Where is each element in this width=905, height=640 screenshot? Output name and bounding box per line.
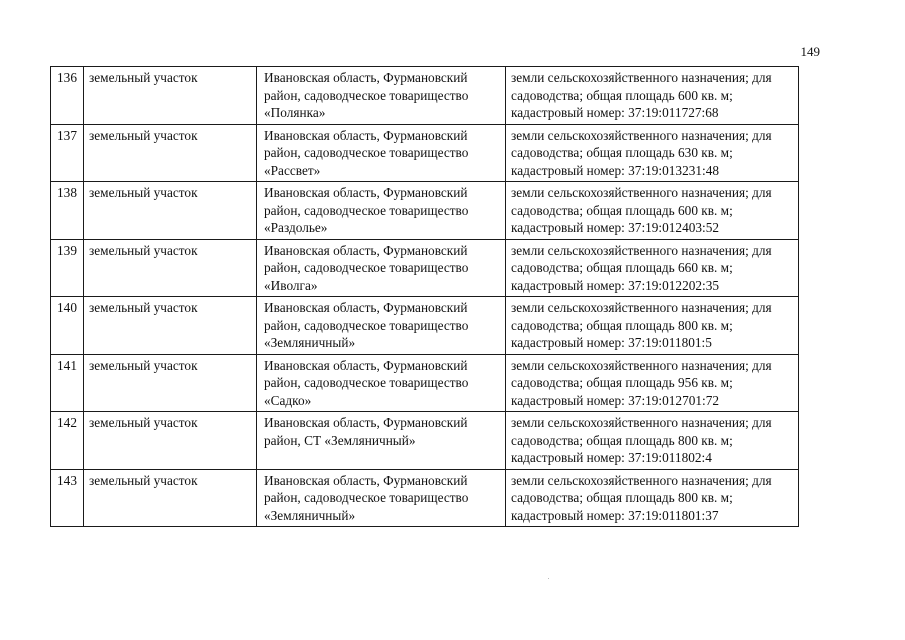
row-number: 139: [51, 239, 84, 297]
property-type: земельный участок: [84, 412, 257, 470]
property-description: земли сельскохозяйственного назначения; для садоводства; общая площадь 630 кв. м; кадастровый номер: 37:19:013231:48: [506, 124, 799, 182]
property-description: земли сельскохозяйственного назначения; для садоводства; общая площадь 660 кв. м; кадастровый номер: 37:19:012202:35: [506, 239, 799, 297]
row-number: 143: [51, 469, 84, 527]
table-row: [51, 67, 799, 125]
table-row: [51, 469, 799, 527]
property-description: земли сельскохозяйственного назначения; для садоводства; общая площадь 800 кв. м; кадастровый номер: 37:19:011801:5: [506, 297, 799, 355]
property-type: земельный участок: [84, 239, 257, 297]
property-address: Ивановская область, Фурмановский район, садоводческое товарищество «Садко»: [257, 354, 506, 412]
table-row: [51, 354, 799, 412]
page-number: 149: [800, 44, 820, 59]
row-number: 137: [51, 124, 84, 182]
row-number: 136: [51, 67, 84, 125]
property-description: земли сельскохозяйственного назначения; для садоводства; общая площадь 600 кв. м; кадастровый номер: 37:19:011727:68: [506, 67, 799, 125]
row-number: 140: [51, 297, 84, 355]
property-type: земельный участок: [84, 469, 257, 527]
property-type: земельный участок: [84, 354, 257, 412]
row-number: 141: [51, 354, 84, 412]
property-type: земельный участок: [84, 182, 257, 240]
scan-speck: [548, 578, 549, 579]
property-description: земли сельскохозяйственного назначения; для садоводства; общая площадь 800 кв. м; кадастровый номер: 37:19:011802:4: [506, 412, 799, 470]
property-address: Ивановская область, Фурмановский район, СТ «Земляничный»: [257, 412, 506, 470]
row-number: 138: [51, 182, 84, 240]
property-type: земельный участок: [84, 67, 257, 125]
property-description: земли сельскохозяйственного назначения; для садоводства; общая площадь 600 кв. м; кадастровый номер: 37:19:012403:52: [506, 182, 799, 240]
table-row: [51, 124, 799, 182]
table-row: [51, 412, 799, 470]
property-type: земельный участок: [84, 124, 257, 182]
property-address: Ивановская область, Фурмановский район, садоводческое товарищество «Рассвет»: [257, 124, 506, 182]
table-row: [51, 297, 799, 355]
land-plot-table: [50, 66, 799, 527]
table-row: [51, 239, 799, 297]
property-type: земельный участок: [84, 297, 257, 355]
property-address: Ивановская область, Фурмановский район, садоводческое товарищество «Земляничный»: [257, 469, 506, 527]
property-description: земли сельскохозяйственного назначения; для садоводства; общая площадь 800 кв. м; кадастровый номер: 37:19:011801:37: [506, 469, 799, 527]
row-number: 142: [51, 412, 84, 470]
property-address: Ивановская область, Фурмановский район, садоводческое товарищество «Иволга»: [257, 239, 506, 297]
property-address: Ивановская область, Фурмановский район, садоводческое товарищество «Земляничный»: [257, 297, 506, 355]
table-row: [51, 182, 799, 240]
property-address: Ивановская область, Фурмановский район, садоводческое товарищество «Полянка»: [257, 67, 506, 125]
property-address: Ивановская область, Фурмановский район, садоводческое товарищество «Раздолье»: [257, 182, 506, 240]
property-description: земли сельскохозяйственного назначения; для садоводства; общая площадь 956 кв. м; кадастровый номер: 37:19:012701:72: [506, 354, 799, 412]
